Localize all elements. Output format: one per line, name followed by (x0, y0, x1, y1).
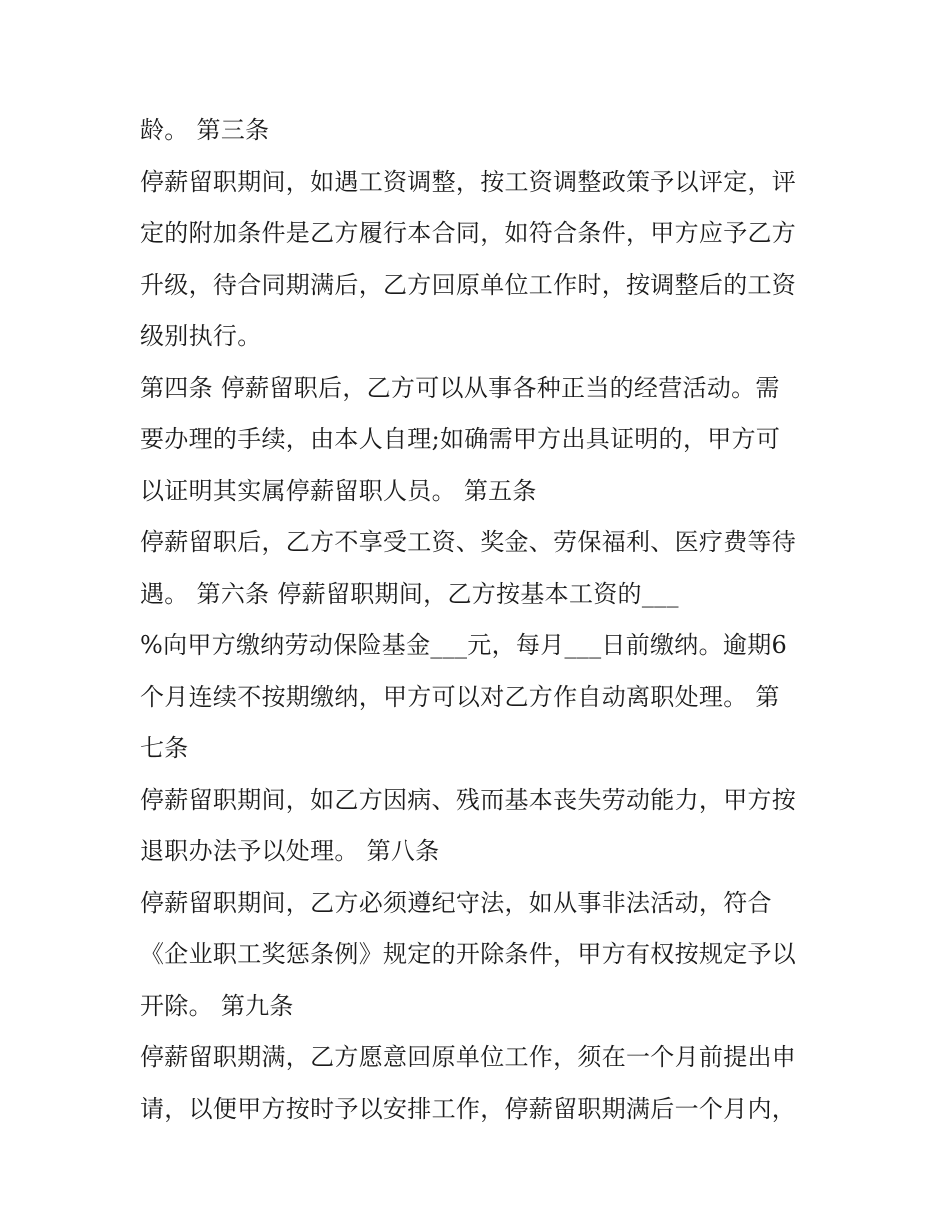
text-line: 个月连续不按期缴纳，甲方可以对乙方作自动离职处理。 第 (140, 682, 780, 711)
text-line: 升级，待合同期满后，乙方回原单位工作时，按调整后的工资 (140, 270, 797, 299)
text-line: 退职办法予以处理。 第八条 (140, 837, 440, 865)
text-line: 停薪留职期满，乙方愿意回原单位工作，须在一个月前提出申 (140, 1043, 797, 1071)
text-line: 遇。 第六条 停薪留职期间，乙方按基本工资的___ (140, 579, 679, 608)
text-line: 停薪留职期间，如遇工资调整，按工资调整政策予以评定，评 (140, 167, 797, 196)
text-line: 七条 (140, 734, 189, 762)
text-line: %向甲方缴纳劳动保险基金___元，每月___日前缴纳。逾期6 (140, 631, 788, 659)
contract-body-text (140, 105, 820, 1135)
text-line: 要办理的手续，由本人自理;如确需甲方出具证明的，甲方可 (140, 425, 781, 453)
text-line: 请，以便甲方按时予以安排工作，停薪留职期满后一个月内， (140, 1094, 797, 1123)
text-line: 《企业职工奖惩条例》规定的开除条件，甲方有权按规定予以 (140, 940, 797, 968)
text-line: 停薪留职后，乙方不享受工资、奖金、劳保福利、医疗费等待 (140, 528, 797, 556)
text-line: 停薪留职期间，乙方必须遵纪守法，如从事非法活动，符合 (140, 888, 772, 917)
text-line: 龄。 第三条 (140, 116, 270, 144)
text-line: 定的附加条件是乙方履行本合同，如符合条件，甲方应予乙方 (140, 219, 797, 247)
text-line: 级别执行。 (140, 322, 262, 350)
text-line: 停薪留职期间，如乙方因病、残而基本丧失劳动能力，甲方按 (140, 785, 797, 814)
text-line: 第四条 停薪留职后，乙方可以从事各种正当的经营活动。需 (140, 373, 780, 402)
text-line: 以证明其实属停薪留职人员。 第五条 (140, 476, 537, 505)
text-line: 开除。 第九条 (140, 991, 294, 1020)
